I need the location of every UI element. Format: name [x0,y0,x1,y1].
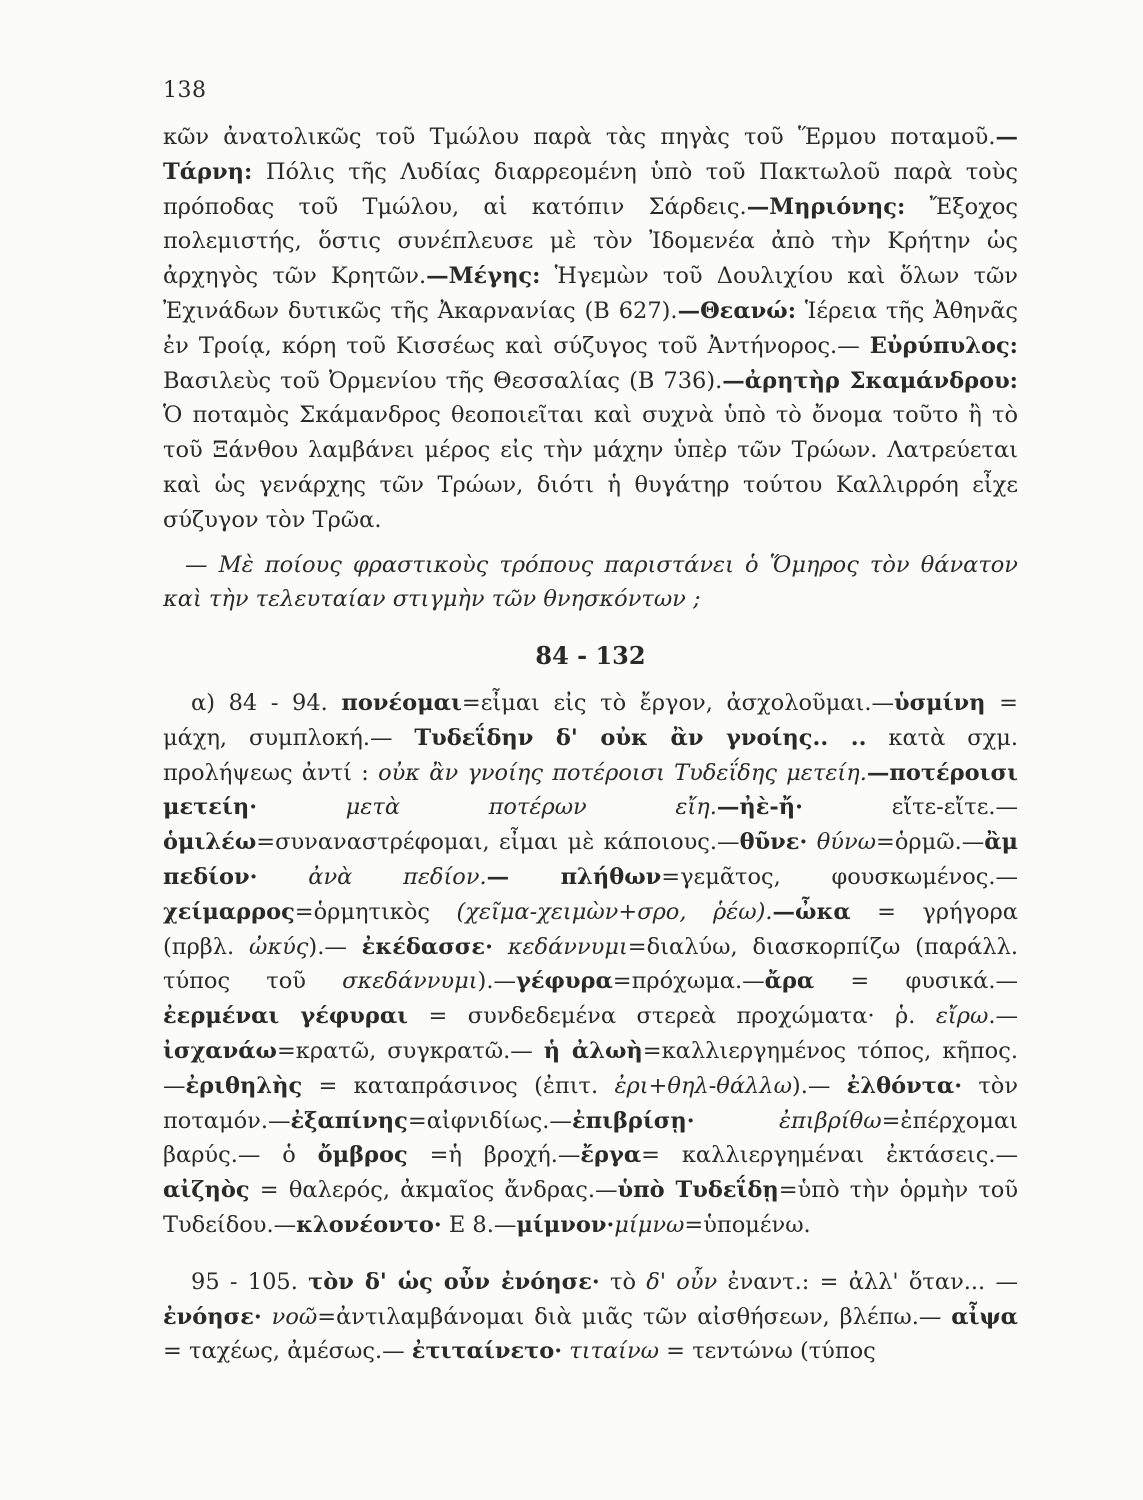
text-run: =καλλιεργημένος τόπος, κῆπος.— [163,1037,1018,1099]
italic-run: δ' οὖν [646,1268,718,1295]
term: ἐλθόντα· [846,1072,963,1099]
term: Τυδεΐδην δ' οὐκ ἂν γνοίης.. .. [414,724,867,751]
term: —ὦκα [772,898,851,925]
italic-run: οὐκ ἂν γνοίης ποτέροισι Τυδεΐδης μετείη. [378,759,867,786]
text-run [258,864,309,890]
italic-run: μίμνω [614,1211,685,1238]
text-run: = θαλερός, ἀκμαῖος ἄνδρας.— [249,1177,618,1204]
study-question: — Μὲ ποίους φραστικοὺς τρόπους παριστάνει ὁ Ὅμηρος τὸν θάνατον καὶ τὴν τελευταίαν στιγμὴν τῶν θνησκόντων ; [163,551,1018,613]
italic-run: εἴρω [935,1003,989,1030]
italic-run: ἀνὰ πεδίον. [308,863,487,890]
text-run: = γρήγορα (πρβλ. [163,898,1018,960]
text-run: ).— [308,933,362,960]
text-run [257,794,346,820]
term: ἐερμέναι γέφυραι [163,1003,409,1030]
text-run [807,829,816,855]
text-run: = καταπράσινος (ἐπιτ. [302,1072,615,1099]
text-run: =γεμᾶτος, φουσκωμένος.— [661,863,1019,890]
term-eurypylos: Εὐρύπυλος: [869,332,1018,359]
text-run: τὸν ποταμόν.— [163,1072,1018,1134]
text-run [695,1108,779,1134]
term: ὄμβρος [317,1142,408,1169]
text-block [163,120,1018,1369]
text-run: = φυσικά.— [814,968,1018,995]
term-megis: —Μέγης: [426,263,541,290]
term-tarni: —Τάρνη: [163,124,1018,185]
term: ὑσμίνη [893,689,986,716]
term: μίμνον· [516,1211,615,1238]
term: ἐριθηλὴς [185,1072,303,1099]
term: ἄρα [764,968,815,995]
term-theano: —Θεανώ: [677,297,797,324]
subsection-label: 95 - 105. [191,1268,309,1295]
term: θῦνε· [739,829,808,856]
italic-run: τιταίνω [569,1338,660,1365]
text-run: = μάχη, συμπλοκή.— [163,689,1018,751]
term: αἰζηὸς [163,1177,250,1204]
text-run: =ὑπομένω. [684,1211,811,1238]
glossary-paragraph-84-94 [163,686,1018,1243]
term: ἔργα [580,1142,642,1169]
text-run: κατὰ σχμ. προλήψεως ἀντί : [163,724,1018,786]
text-run: τὸ [599,1268,647,1295]
term: ἐκέδασσε· [361,933,493,960]
text-run [493,934,508,960]
term: ἰσχανάω [163,1037,277,1064]
term: —ἠὲ-ἤ· [716,794,803,821]
text-run: = καλλιεργημέναι ἐκτάσεις.— [641,1142,1018,1169]
term: τὸν δ' ὡς οὖν ἐνόησε· [308,1268,600,1295]
italic-run: (χεῖμα-χειμὼν+σρο, ῥέω). [456,898,773,925]
text-run: εἴτε-εἴτε.— [802,794,1019,821]
italic-run: σκεδάννυμι [342,968,478,995]
italic-run: ἐρι+θηλ-θάλλω [614,1072,792,1099]
section-heading: 84 - 132 [535,641,646,671]
text-run: =ἀντιλαμβάνομαι διὰ μιᾶς τῶν αἰσθήσεων, βλέπω.— [317,1303,952,1330]
term: πονέομαι [341,689,462,716]
term: ἡ ἀλωὴ [543,1037,643,1064]
text-run: =κρατῶ, συγκρατῶ.— [276,1037,544,1064]
term: χείμαρρος [163,898,295,925]
text-run: ).— [791,1072,847,1099]
term: ὁμιλέω [163,829,257,856]
text-run: = συνδεδεμένα στερεὰ προχώματα· ῥ. [408,1003,936,1030]
text-run: ).— [477,968,516,995]
subsection-label: α) 84 - 94. [191,689,342,716]
text-run: =εἶμαι εἰς τὸ ἔργον, ἀσχολοῦμαι.— [461,689,894,716]
term-aritir-skamandrou: —ἀρητὴρ Σκαμάνδρου: [722,367,1018,394]
text-run: = ταχέως, ἀμέσως.— [163,1338,412,1365]
text-run: =ὑπὸ τὴν ὁρμὴν τοῦ Τυδείδου.— [163,1177,1019,1238]
text-run: =διαλύω, διασκορπίζω (παράλλ. τύπος τοῦ [163,933,1019,995]
text-run: κῶν ἀνατολικῶς τοῦ Τμώλου παρὰ τὰς πηγὰς τοῦ Ἕρμου ποταμοῦ. [163,124,996,150]
text-run: Ε 8.— [441,1211,517,1238]
text-run: =ἐπέρχομαι βαρύς.— ὁ [163,1107,1018,1169]
term: ἐπιβρίσῃ· [571,1107,695,1134]
italic-run: ὠκύς [249,933,309,960]
text-run: = τεντώνω (τύπος [659,1338,876,1365]
term: ἐτιταίνετο· [411,1338,563,1365]
glossary-paragraph-95-105 [163,1265,1018,1369]
text-run: Ὁ ποταμὸς Σκάμανδρος θεοποιεῖται καὶ συχνὰ ὑπὸ τὸ ὄνομα τοῦτο ἢ τὸ τοῦ Ξάνθου λαμβάνει μέρος εἰς τὴν μάχην ὑπὲρ τῶν Τρώων. Λατρεύεται καὶ ὡς γενάρχης τῶν Τρώων, διότι ἡ θυγάτηρ τούτου Καλλιρρόη εἶχε σύζυγον τὸν Τρῶα. [163,402,1018,533]
text-run: =συναναστρέφομαι, εἶμαι μὲ κάποιους.— [256,829,740,856]
text-run: Ἔξοχος πολεμιστής, ὅστις συνέπλευσε μὲ τὸν Ἰδομενέα ἀπὸ τὴν Κρήτην ὡς ἀρχηγὸς τῶν Κρητῶν. [163,193,1019,290]
text-run: =ὁρμῶ.— [875,829,985,856]
text-run: =αἰφνιδίως.— [407,1107,572,1134]
term: ἐνόησε· [163,1303,262,1330]
italic-run: νοῶ [271,1303,318,1330]
text-run: Βασιλεὺς τοῦ Ὀρμενίου τῆς Θεσσαλίας (Β 736). [163,367,723,394]
italic-run: θύνω [816,829,876,856]
term: αἶψα [951,1303,1018,1330]
term: —ποτέροισι μετείη· [163,759,1018,821]
page-number: 138 [163,78,207,103]
italic-run: μετὰ ποτέρων εἴη. [345,794,717,821]
term: ἐξαπίνης [290,1107,408,1134]
text-run: .— [988,1003,1018,1030]
text-run: Πόλις τῆς Λυδίας διαρρεομένη ὑπὸ τοῦ Πακτωλοῦ παρὰ τοὺς πρόποδας τοῦ Τμώλου, αἱ κατόπιν Σάρδεις. [163,158,1018,220]
text-run: =ὁρμητικὸς [294,898,457,925]
text-run: Ἡγεμὼν τοῦ Δουλιχίου καὶ ὅλων τῶν Ἐχινάδων δυτικῶς τῆς Ἀκαρνανίας (Β 627). [163,263,1018,324]
italic-run: ἐπιβρίθω [778,1107,882,1134]
text-run: ἐναντ.: = ἀλλ' ὅταν... — [717,1268,1018,1295]
glossary-paragraph-names [163,120,1018,538]
italic-run: κεδάννυμι [507,933,628,960]
term: γέφυρα [515,968,613,995]
text-run: =ἡ βροχή.— [407,1142,581,1169]
term: ὑπὸ Τυδεΐδῃ [617,1177,779,1204]
text-run [262,1304,272,1330]
term-merionis: —Μηριόνης: [746,193,906,220]
text-run: =πρόχωμα.— [612,968,765,995]
term: κλονέοντο· [296,1211,442,1238]
text-run: Ἱέρεια τῆς Ἀθηνᾶς ἐν Τροίᾳ, κόρη τοῦ Κισσέως καὶ σύζυγος τοῦ Ἀντήνορος.— [163,297,1018,359]
term: ἂμ πεδίον· [163,829,1019,890]
term: — πλήθων [486,863,662,890]
